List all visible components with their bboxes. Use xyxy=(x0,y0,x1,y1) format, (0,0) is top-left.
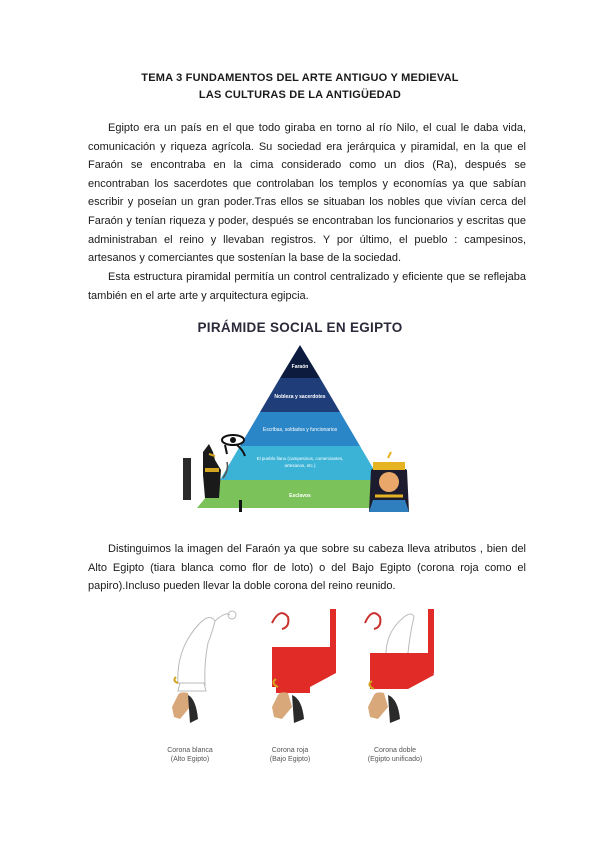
pyramid-label-people-2: artesanos, etc.) xyxy=(284,463,316,468)
white-crown-pharaoh-icon xyxy=(172,611,236,723)
crowns-figure xyxy=(160,603,440,743)
social-pyramid-figure xyxy=(175,340,425,515)
caption-double-crown-sub: (Egipto unificado) xyxy=(367,756,423,763)
caption-red-crown-name: Corona roja xyxy=(271,747,309,754)
paragraph-pharaoh-crowns: Distinguimos la imagen del Faraón ya que sobre su cabeza lleva atributos , bien del Alto Egipto (tiara blanca como flor de loto) o del Bajo Egipto (corona roja como el papiro).Incluso pueden llevar la doble corona del reino reunido. xyxy=(88,543,526,593)
pyramid-title: PIRÁMIDE SOCIAL EN EGIPTO xyxy=(197,320,403,335)
document-title: TEMA 3 FUNDAMENTOS DEL ARTE ANTIGUO Y MEDIEVAL xyxy=(141,72,459,84)
caption-white-crown-name: Corona blanca xyxy=(167,747,213,754)
paragraph-egypt-society: Egipto era un país en el que todo giraba en torno al río Nilo, el cual le daba vida, comunicación y riqueza agrícola. Su sociedad era jerárquica y piramidal, en la que el Faraón se encontraba en la cima considerado como un dios (Ra), después se encontraban los sacerdotes que controlaban los templos y economías ya que sabían escribir y poseían un gran poder.Tras ellos se situaban los nobles que vivían cerca del Faraón y tenían riqueza y poder, después se encontraban los funcionarios y escritas que administraban el reino y llevaban registros. Y por último, el pueblo : campesinos, artesanos y comerciantes que sostenían la base de la sociedad. xyxy=(88,122,526,265)
egyptian-queen-icon xyxy=(369,452,409,512)
paragraph-pyramid-structure: Esta estructura piramidal permitía un control centralizado y eficiente que se reflejaba también en el arte arte y arquitectura egipcia. xyxy=(88,271,526,302)
caption-white-crown-sub: (Alto Egipto) xyxy=(170,756,210,763)
pyramid-label-slaves: Esclavos xyxy=(289,493,311,499)
caption-white-crown xyxy=(150,746,230,764)
pyramid-label-people: El pueblo llano (campesinos, comerciantes, xyxy=(256,456,344,461)
pyramid-label-nobility: Nobleza y sacerdotes xyxy=(274,394,326,400)
document-subtitle: LAS CULTURAS DE LA ANTIGÜEDAD xyxy=(198,89,402,101)
pyramid-level-pharaoh xyxy=(280,345,320,378)
red-crown-pharaoh-icon xyxy=(272,609,336,723)
caption-double-crown-name: Corona doble xyxy=(373,747,417,754)
double-crown-pharaoh-icon xyxy=(365,609,434,723)
pyramid-label-pharaoh: Faraón xyxy=(291,364,309,370)
caption-red-crown-sub: (Bajo Egipto) xyxy=(269,756,311,763)
caption-double-crown xyxy=(350,746,440,764)
pyramid-label-scribes: Escribas, soldados y funcionarios xyxy=(262,427,338,433)
caption-red-crown xyxy=(250,746,330,764)
